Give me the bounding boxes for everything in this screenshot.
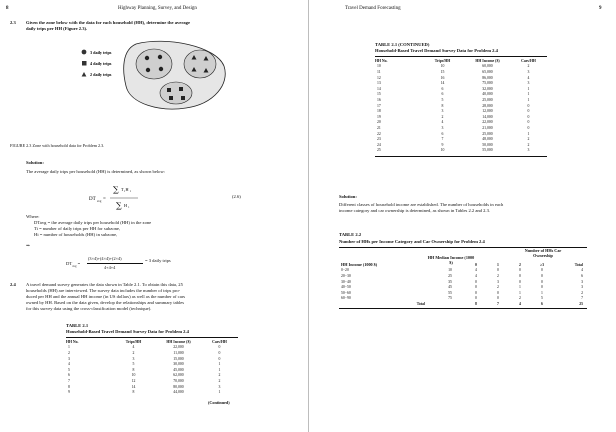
table-cell: 8 [475,301,477,306]
table-cell: 8 [132,367,135,372]
table-cell: 25 [579,301,583,306]
table-cell: 8 [68,384,70,389]
table-cell: 45 [448,285,452,290]
table-cell: 40,000 [482,92,493,97]
table-cell: 6 [441,131,444,136]
table-cell: 0 [218,345,221,350]
table-cell: 0 [519,279,521,284]
running-head: Travel Demand Forecasting [345,6,401,11]
table-bottom-rule [375,156,547,157]
table-cell: 10 [131,373,136,378]
car-column-header: 1 [497,262,499,267]
table-cell: 15 [440,69,445,74]
page-number: 9 [599,6,602,11]
household-square-icon [179,87,183,91]
table-cell: 0 [475,279,477,284]
solution-label: Solution: [26,160,44,165]
calc-denominator: 4+4+4 [104,265,116,270]
table-cell: 0 [475,290,477,295]
household-circle-icon [159,67,163,71]
table-cell: 3 [581,279,583,284]
table-cell: 8 [441,103,444,108]
table-cell: 0 [527,120,530,125]
table-cell: 0−20 [341,268,349,273]
income-header: HH Income (1000 $) [341,262,378,267]
table-cell: 19 [377,114,381,119]
solution-text-line: Different classes of household income are established. The number of households in each [339,202,504,207]
circle-marker-icon [82,50,87,55]
table-cell: 3 [132,356,135,361]
table-cell: 7 [497,301,499,306]
problem-text-line: duced per HH and the annual HH income (in US dollars) as well as the number of cars [26,294,186,299]
svg-text:=: = [103,197,106,202]
table-cell: 2 [581,290,583,295]
table-cell: 2 [218,373,221,378]
svg-text:H: H [124,203,128,208]
table-cell: 86,000 [482,75,493,80]
table-cell: 1 [519,290,521,295]
svg-text:T: T [121,187,124,192]
page-number: 8 [6,6,9,11]
household-circle-icon [145,56,149,60]
svg-text:∑: ∑ [116,201,122,210]
table-cell: 2 [497,285,499,290]
table-top-rule [66,337,238,338]
total-row [339,301,587,307]
legend-label-2-trips: 2 daily trips [90,72,112,77]
column-header: Cars/HH [521,58,536,63]
svg-text:i: i [128,206,130,209]
table-cell: 22,000 [173,345,184,350]
legend-label-4-trips: 4 daily trips [90,61,112,66]
table-cell: 6 [541,301,543,306]
table-cell: 0 [497,290,499,295]
table-cell: 17 [377,103,381,108]
table-cell: 16 [440,75,445,80]
table-cell: 80,000 [173,384,184,389]
table-cell: 5 [541,296,543,301]
table-cell: 21,000 [482,125,493,130]
table-cell: 0 [218,350,221,355]
table-cell: 6 [581,273,583,278]
table-bottom-rule [339,308,587,309]
table-cell: 50−60 [341,290,351,295]
table-cell: 22 [377,131,381,136]
table-cell: 4 [68,362,70,367]
problem-text-line: Given the zone below with the data for each household (HH), determine the average [26,20,190,25]
table-cell: 25,000 [482,97,493,102]
table-cell: 0 [527,103,530,108]
table-cell: 9 [68,390,70,395]
table-cell: 10 [377,64,381,69]
problem-number: 2.4 [10,282,16,287]
svg-text:∑: ∑ [113,185,119,194]
column-header: HH Income ($) [166,339,191,344]
table-cell: 12 [377,75,381,80]
table-cell: 60−90 [341,296,351,301]
household-square-icon [169,96,173,100]
income-car-ownership-table [339,262,587,307]
table-cell: 2 [441,114,444,119]
table-cell: 0 [475,296,477,301]
column-header: HH Income ($) [475,58,500,63]
table-cell: 55,000 [482,148,493,153]
table-cell: 0 [541,279,543,284]
fraction-bar [87,263,143,264]
table-cell: 0 [497,268,499,273]
table-cell: 44,000 [173,390,184,395]
problem-text-line: owned by HH. Based on the data given, develop the relationships and summary tables [26,300,185,305]
where-label: Where: [26,214,40,219]
table-cell: 4 [581,268,583,273]
table-cell: 3 [497,279,499,284]
table-cell: 45,000 [173,367,184,372]
table-cell: 11 [377,69,381,74]
table-cell: 0 [541,268,543,273]
table-cell: 13 [377,81,381,86]
car-column-header: ≥3 [540,262,544,267]
table-cell: 65,000 [482,69,493,74]
table-cell: 3 [441,125,444,130]
table-row [375,148,547,154]
implies-arrow: ⇒ [26,243,30,248]
table-cell: 3 [527,69,530,74]
square-marker-icon [82,61,87,66]
table-cell: 2 [218,378,221,383]
table-cell: 2 [527,64,530,69]
table-cell: 16 [377,97,381,102]
figure-caption: FIGURE 2.3 Zone with household data for Problem 2.3. [10,143,105,148]
table-cell: 3 [441,109,444,114]
table-cell: 1 [218,390,221,395]
table-cell: 14 [131,384,136,389]
table-cell: 14 [440,81,445,86]
table-cell: 32,000 [482,86,493,91]
table-cell: 70,000 [173,378,184,383]
car-ownership-header: Number of HHs Car Ownership [524,248,562,258]
table-cell: 21 [377,125,381,130]
table-cell: 12 [131,378,136,383]
table-cell: 15 [377,92,381,97]
table-cell: 5 [441,97,444,102]
problem-text-line: for this survey data using the cross-classification model (technique). [26,306,152,311]
table-cell: 6 [441,86,444,91]
svg-text:H: H [125,187,129,192]
table-cell: 4 [475,268,477,273]
table-title: Number of HHs per Income Category and Car Ownership for Problem 2.4 [339,239,485,244]
table-cell: 50,000 [482,142,493,147]
table-cell: 1 [218,362,221,367]
continued-note: (Continued) [208,400,230,405]
table-cell: 55 [448,290,452,295]
svg-text:i: i [124,190,125,193]
table-cell: 23 [377,137,381,142]
table-cell: 1 [218,367,221,372]
table-cell: 14,000 [482,114,493,119]
column-header: Cars/HH [212,339,227,344]
household-circle-icon [146,68,150,72]
table-cell: 2 [132,350,135,355]
table-cell: 1 [541,290,543,295]
table-cell: 7 [68,378,70,383]
car-column-header: 0 [475,262,477,267]
calc-numerator: (3×4)+(4×4)+(2×4) [88,256,122,261]
where-line: Ti = number of daily trips per HH for subzone, [34,226,121,231]
table-cell: 7 [581,296,583,301]
table-cell: 3 [527,148,530,153]
table-cell: 28,000 [482,103,493,108]
table-cell: 48,000 [482,137,493,142]
table-cell: 10 [440,64,445,69]
equation-number: (2.6) [232,194,241,199]
table-cell: 0 [497,296,499,301]
table-cell: 4 [527,75,530,80]
table-cell: 3 [68,356,70,361]
svg-text:avg: avg [97,199,102,203]
table-cell: 0 [475,285,477,290]
table-cell: 15,000 [173,356,184,361]
table-cell: 2 [527,137,530,142]
table-cell: 4 [132,345,135,350]
triangle-marker-icon [82,72,87,77]
svg-text:DT: DT [89,197,96,202]
solution-label: Solution: [339,194,357,199]
table-cell: 3 [581,285,583,290]
table-cell: 10 [448,268,452,273]
table-cell: 60,000 [482,64,493,69]
table-cell: 0 [541,285,543,290]
table-cell: 6 [68,373,70,378]
where-line: Hi = number of households (HH) in subzone, [34,232,118,237]
household-survey-table-continued [375,58,547,153]
table-cell: 4 [475,273,477,278]
table-cell: 75 [448,296,452,301]
where-line: DTavg = the average daily trips per household (HH) in the zone [34,220,152,225]
table-cell: 0 [527,109,530,114]
table-cell: 1 [527,97,530,102]
table-cell: 30−40 [341,279,351,284]
household-circle-icon [158,55,162,59]
table-label: TABLE 2.1 (CONTINUED) [375,42,430,47]
table-cell: 1 [519,285,521,290]
household-survey-table [66,339,238,395]
subzone-squares [160,82,192,104]
table-cell: 3 [527,81,530,86]
table-title: Household-Based Travel Demand Survey Data for Problem 2.4 [66,329,189,334]
table-cell: 2 [68,350,70,355]
column-header: HH No. [66,339,79,344]
table-cell: 25,000 [482,131,493,136]
table-cell: 25 [448,273,452,278]
table-cell: 22,000 [482,120,493,125]
table-row [66,389,238,395]
table-cell: 10 [440,148,445,153]
table-cell: 1 [527,131,530,136]
table-cell: 4 [441,120,444,125]
column-header: HH No. [375,58,388,63]
household-square-icon [167,88,171,92]
table-cell: 7 [441,137,444,142]
table-cell: 62,000 [173,373,184,378]
solution-text-line: income category and car ownership is determined, as shown in Tables 2.2 and 2.3. [339,208,491,213]
table-cell: 2 [497,273,499,278]
table-cell: 24 [377,142,381,147]
total-label: Total [416,301,425,306]
table-cell: 14 [377,86,381,91]
column-header: Trips/HH [125,339,142,344]
table-label: TABLE 2.1 [66,323,89,328]
subzone-triangles [184,50,216,78]
average-trips-equation [86,180,166,214]
table-cell: 1 [68,345,70,350]
table-cell: 8 [132,390,135,395]
problem-text-line: households (HH) are interviewed. The survey data includes the number of trips pro- [26,288,181,293]
subzone-circles [136,49,172,79]
table-cell: 2 [519,296,521,301]
table-cell: 20−30 [341,273,351,278]
calc-result: = 3 daily trips [145,258,171,263]
table-cell: 0 [527,114,530,119]
table-cell: 0 [519,268,521,273]
table-cell: 5 [68,367,70,372]
zone [124,41,226,109]
table-cell: 18 [377,109,381,114]
table-cell: 0 [541,273,543,278]
table-cell: 2 [527,142,530,147]
problem-text-line: A travel demand survey generates the data shown in Table 2.1. To obtain this data, 25 [26,282,183,287]
table-cell: 4 [519,301,521,306]
table-cell: 30,000 [173,362,184,367]
table-cell: 0 [218,356,221,361]
table-cell: 9 [441,142,444,147]
table-cell: 12,000 [482,109,493,114]
solution-text: The average daily trips per household (HH) is determined, as shown below: [26,169,166,174]
legend [82,50,112,77]
table-cell: 40−50 [341,285,351,290]
table-cell: 3 [218,384,221,389]
household-square-icon [181,96,185,100]
table-cell: 75,000 [482,81,493,86]
table-cell: 6 [441,92,444,97]
table-cell: 0 [519,273,521,278]
right-page [308,0,616,432]
table-cell: 25 [377,148,381,153]
table-cell: 5 [132,362,135,367]
calc-lhs: $DT_{avg}$ = [66,261,81,268]
problem-text-line: daily trips per HH (Figure 2.3). [26,26,88,31]
svg-text:i: i [130,190,131,193]
table-title: Household-Based Travel Demand Survey Data for Problem 2.4 [375,48,498,53]
zone-figure [26,38,226,118]
table-cell: 20 [377,120,381,125]
column-header: Trips/HH [434,58,451,63]
table-cell: 35 [448,279,452,284]
total-column-header: Total [574,262,583,267]
table-cell: 11,000 [173,350,184,355]
table-cell: 1 [527,86,530,91]
problem-number: 2.3 [10,20,16,25]
table-cell: 1 [527,92,530,97]
table-cell: 0 [527,125,530,130]
table-top-rule [375,56,547,57]
table-label: TABLE 2.2 [339,232,362,237]
running-head: Highway Planning, Survey, and Design [118,6,197,11]
legend-label-3-trips: 3 daily trips [90,50,112,55]
car-column-header: 2 [519,262,521,267]
median-income-header: HH Median Income (1000 $) [427,255,475,265]
